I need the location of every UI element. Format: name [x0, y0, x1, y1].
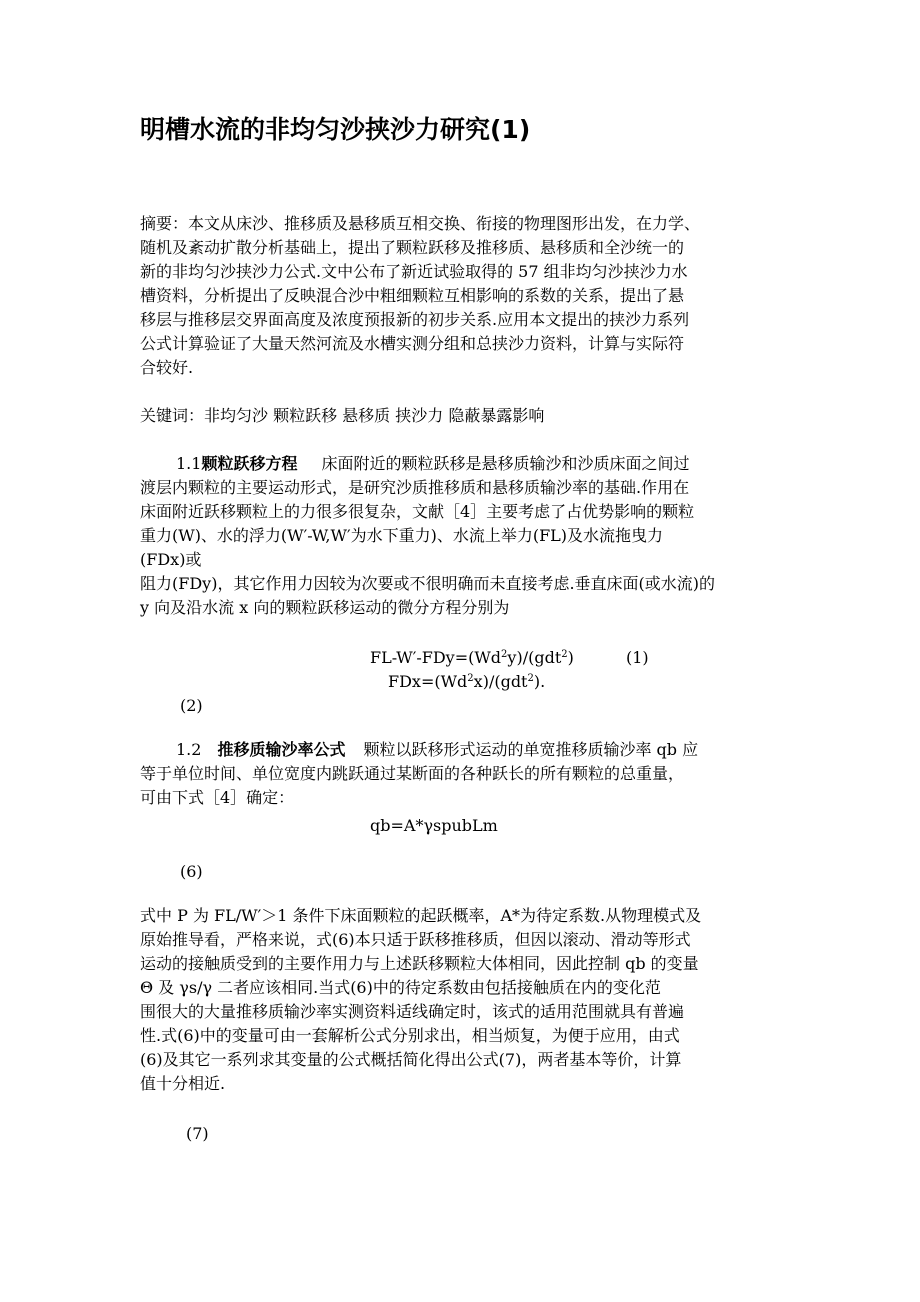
section-1-2-number: 1.2: [176, 740, 202, 759]
body-line: 值十分相近.: [140, 1074, 226, 1093]
body-line: 重力(W)、水的浮力(W′-W,W′为水下重力)、水流上举力(FL)及水流拖曳力: [140, 526, 664, 545]
abstract-line: 公式计算验证了大量天然河流及水槽实测分组和总挟沙力资料，计算与实际符: [140, 334, 685, 353]
body-line: (6)及其它一系列求其变量的公式概括简化得出公式(7)，两者基本等价，计算: [140, 1050, 682, 1069]
body-line: 运动的接触质受到的主要作用力与上述跃移颗粒大体相同，因此控制 qb 的变量: [140, 954, 699, 973]
abstract-line: 摘要：本文从床沙、推移质及悬移质互相交换、衔接的物理图形出发，在力学、: [140, 214, 701, 233]
section-1-2-body: [140, 904, 800, 1096]
equation-6-number: (6): [180, 862, 203, 881]
equation-6: qb=A*γspubLm: [370, 816, 498, 835]
body-line: 渡层内颗粒的主要运动形式，是研究沙质推移质和悬移质输沙率的基础.作用在: [140, 478, 690, 497]
section-1-2: [140, 738, 800, 810]
section-1-1-intro: 床面附近的颗粒跃移是悬移质输沙和沙质床面之间过: [321, 454, 690, 473]
section-1-1-number: 1.1: [176, 454, 202, 473]
body-line: 性.式(6)中的变量可由一套解析公式分别求出，相当烦复，为便于应用，由式: [140, 1026, 680, 1045]
equation-2-number: (2): [180, 696, 203, 715]
body-line: 可由下式［4］确定：: [140, 788, 295, 807]
body-line: 式中 P 为 FL/W′＞1 条件下床面颗粒的起跃概率，A*为待定系数.从物理模式及: [140, 906, 702, 925]
equation-2: $FDx=(Wd^2x)/(gdt^2)$.: [388, 672, 546, 691]
body-line: y 向及沿水流 x 向的颗粒跃移运动的微分方程分别为: [140, 598, 510, 617]
section-1-2-first-line: [140, 738, 800, 762]
section-1-2-heading: 推移质输沙率公式: [217, 740, 346, 759]
abstract-line: 移层与推移层交界面高度及浓度预报新的初步关系.应用本文提出的挟沙力系列: [140, 310, 690, 329]
abstract: [140, 212, 800, 380]
section-1-1-heading: 颗粒跃移方程: [201, 454, 298, 473]
body-line: Θ 及 γs/γ 二者应该相同.当式(6)中的待定系数由包括接触质在内的变化范: [140, 978, 661, 997]
body-line: 床面附近跃移颗粒上的力很多很复杂，文献［4］主要考虑了占优势影响的颗粒: [140, 502, 695, 521]
abstract-line: 新的非均匀沙挟沙力公式.文中公布了新近试验取得的 57 组非均匀沙挟沙力水: [140, 262, 688, 281]
equation-1-number: (1): [626, 648, 649, 667]
body-line: 阻力(FDy)，其它作用力因较为次要或不很明确而未直接考虑.垂直床面(或水流)的: [140, 574, 716, 593]
abstract-line: 槽资料，分析提出了反映混合沙中粗细颗粒互相影响的系数的关系，提出了悬: [140, 286, 685, 305]
abstract-line: 随机及紊动扩散分析基础上，提出了颗粒跃移及推移质、悬移质和全沙统一的: [140, 238, 685, 257]
section-1-1-first-line: [140, 452, 800, 476]
body-line: 围很大的大量推移质输沙率实测资料适线确定时，该式的适用范围就具有普遍: [140, 1002, 685, 1021]
body-line: 等于单位时间、单位宽度内跳跃通过某断面的各种跃长的所有颗粒的总重量，: [140, 764, 685, 783]
equation-7-number: (7): [186, 1124, 209, 1143]
section-1-1: [140, 452, 800, 620]
equation-1: $FL-W'-FDy=(Wd^2y)/(gdt^2)$: [370, 648, 574, 667]
body-line: (FDx)或: [140, 550, 202, 569]
section-1-2-intro: 颗粒以跃移形式运动的单宽推移质输沙率 qb 应: [363, 740, 699, 759]
paper-title: 明槽水流的非均匀沙挟沙力研究(1): [140, 115, 531, 144]
abstract-line: 合较好.: [140, 358, 194, 377]
keywords: 关键词：非均匀沙 颗粒跃移 悬移质 挟沙力 隐蔽暴露影响: [140, 406, 545, 425]
body-line: 原始推导看，严格来说，式(6)本只适于跃移推移质，但因以滚动、滑动等形式: [140, 930, 691, 949]
